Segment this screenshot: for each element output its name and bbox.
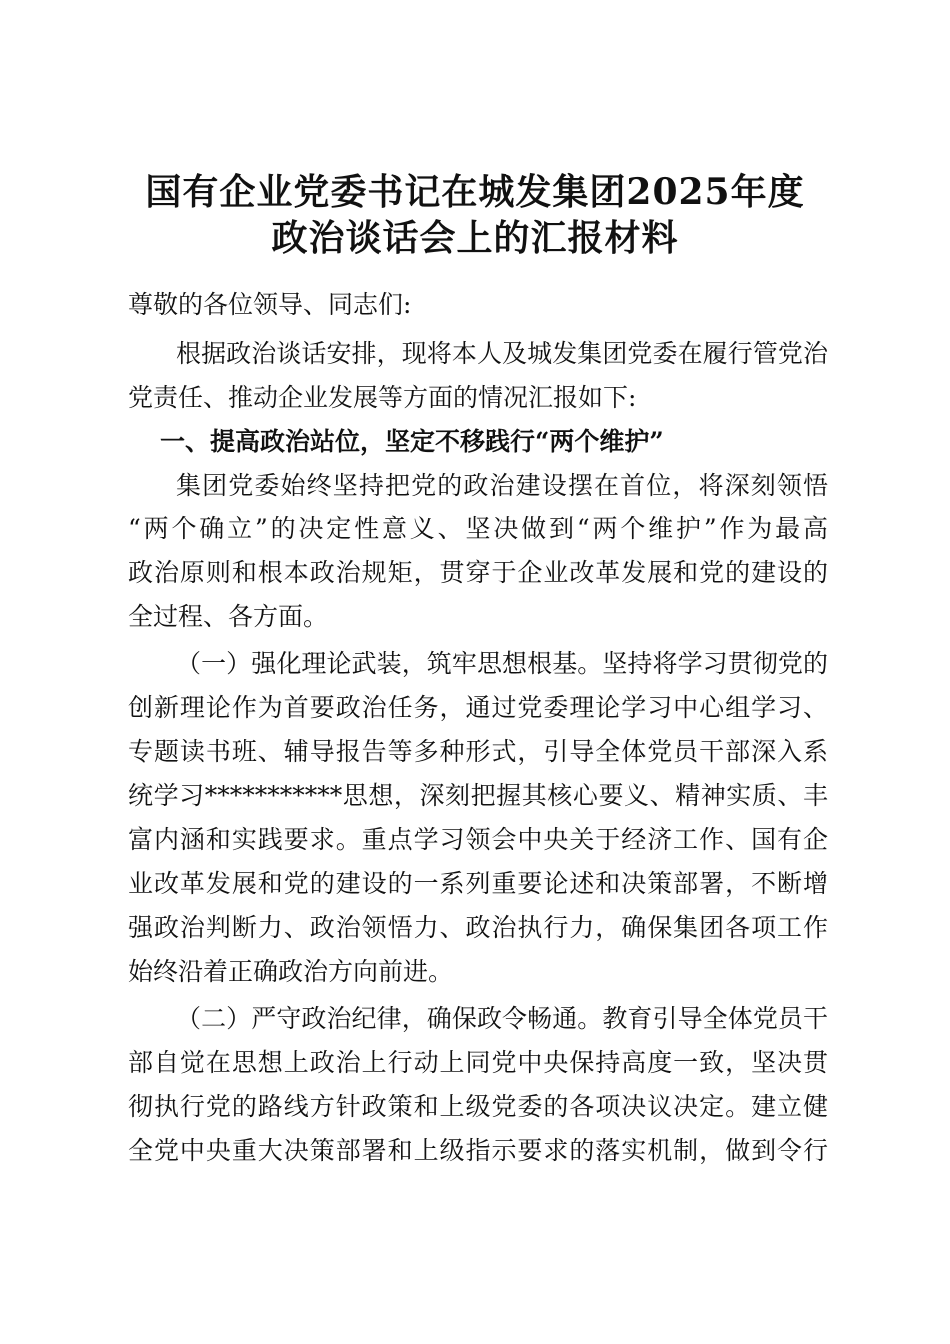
document-title-line-2: 政治谈话会上的汇报材料 [271, 217, 679, 259]
paragraph-line: 政治原则和根本政治规矩，贯穿于企业改革发展和党的建设的 [128, 558, 828, 587]
salutation: 尊敬的各位领导、同志们: [128, 290, 412, 319]
paragraph-line: 业改革发展和党的建设的一系列重要论述和决策部署，不断增 [128, 869, 828, 898]
intro-line: 党责任、推动企业发展等方面的情况汇报如下: [128, 383, 637, 412]
section-heading: 一、提高政治站位，坚定不移践行“两个维护” [160, 427, 664, 456]
paragraph-line: 始终沿着正确政治方向前进。 [128, 957, 454, 986]
paragraph-line: “两个确立”的决定性意义、坚决做到“两个维护”作为最高 [128, 514, 828, 543]
paragraph-line: 统学习***********思想，深刻把握其核心要义、精神实质、丰 [128, 781, 828, 810]
paragraph-line: 强政治判断力、政治领悟力、政治执行力，确保集团各项工作 [128, 913, 828, 942]
paragraph-line: 部自觉在思想上政治上行动上同党中央保持高度一致，坚决贯 [128, 1048, 828, 1077]
paragraph-line: 创新理论作为首要政治任务，通过党委理论学习中心组学习、 [128, 693, 828, 722]
document-title-line-1: 国有企业党委书记在城发集团2025年度 [145, 171, 805, 213]
paragraph-line: 集团党委始终坚持把党的政治建设摆在首位，将深刻领悟 [176, 471, 828, 500]
intro-line: 根据政治谈话安排，现将本人及城发集团党委在履行管党治 [176, 339, 828, 368]
paragraph-line: 彻执行党的路线方针政策和上级党委的各项决议决定。建立健 [128, 1092, 828, 1121]
paragraph-line: （二）严守政治纪律，确保政令畅通。教育引导全体党员干 [176, 1004, 828, 1033]
paragraph-line: 全党中央重大决策部署和上级指示要求的落实机制，做到令行 [128, 1136, 828, 1165]
paragraph-line: 全过程、各方面。 [128, 602, 329, 631]
paragraph-line: 富内涵和实践要求。重点学习领会中央关于经济工作、国有企 [128, 825, 828, 854]
paragraph-line: 专题读书班、辅导报告等多种形式，引导全体党员干部深入系 [128, 737, 828, 766]
paragraph-line: （一）强化理论武装，筑牢思想根基。坚持将学习贯彻党的 [176, 649, 828, 678]
